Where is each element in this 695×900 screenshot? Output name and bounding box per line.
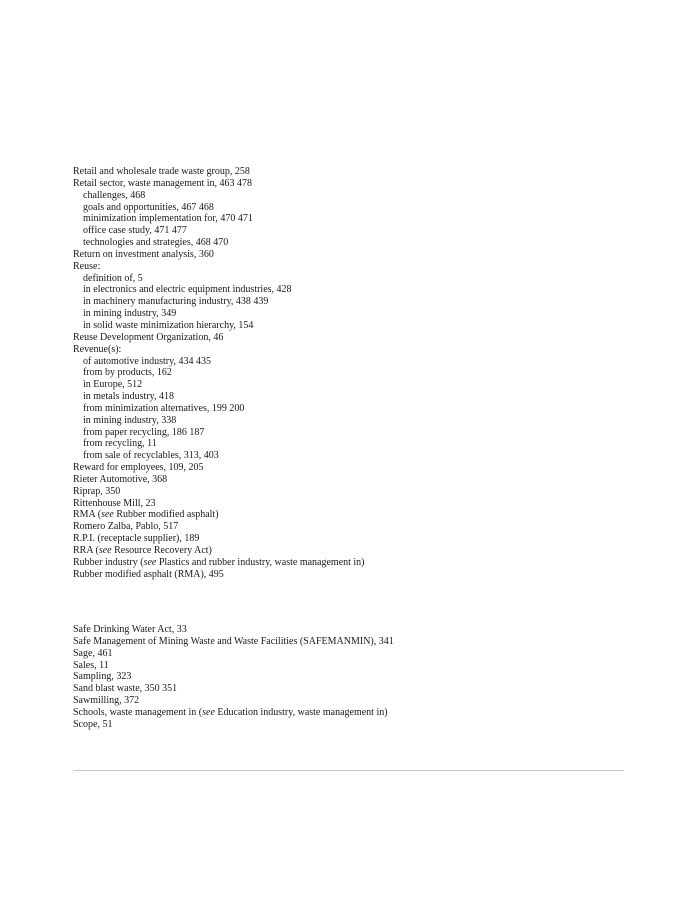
entry-text: Education industry, waste management in) [214,706,388,718]
index-entry: Reuse Development Organization, 46 [73,331,224,343]
index-subentry: from sale of recyclables, 313, 403 [83,450,219,462]
index-subentry: from minimization alternatives, 199 200 [83,402,245,414]
index-subentry: in Europe, 512 [83,379,143,391]
index-subentry: in solid waste minimization hierarchy, 154 [83,319,254,331]
index-entry [73,545,365,557]
entry-text: Resource Recovery Act) [111,545,212,556]
index-entry: Sand blast waste, 350 351 [73,683,178,695]
see-reference: see [98,545,112,556]
index-subentry: minimization implementation for, 470 471 [83,213,253,225]
index-subentry: definition of, 5 [83,272,143,284]
entry-text: Rubber industry ( [73,556,144,568]
index-section-s [73,624,394,731]
index-entry: Revenue(s): [73,343,122,355]
see-reference: see [101,509,114,521]
see-reference: see [143,556,157,568]
index-entry: R.P.I. (receptacle supplier), 189 [73,533,200,545]
index-entry: Return on investment analysis, 360 [73,248,214,260]
entry-text: Schools, waste management in ( [73,706,203,718]
index-entry [73,557,365,569]
index-entry: Scope, 51 [73,718,113,730]
index-subentry: in machinery manufacturing industry, 438 439 [83,296,269,308]
index-entry: Reuse: [73,260,101,272]
index-subentry: goals and opportunities, 467 468 [83,201,214,213]
index-subentry: in mining industry, 338 [83,414,177,426]
index-entry: Riprap, 350 [73,485,121,497]
index-entry: Retail and wholesale trade waste group, 258 [73,166,250,177]
index-entry: Sage, 461 [73,647,113,659]
index-entry: Rubber modified asphalt (RMA), 495 [73,568,224,580]
index-subentry: office case study, 471 477 [83,225,187,237]
index-subentry: in electronics and electric equipment industries, 428 [83,284,292,296]
entry-text: RMA ( [73,509,102,521]
index-subentry: in metals industry, 418 [83,391,175,403]
index-entry: Retail sector, waste management in, 463 478 [73,177,252,189]
index-entry: Sales, 11 [73,659,109,671]
index-entry [73,707,394,719]
index-subentry: challenges, 468 [83,189,146,201]
index-entry: Sawmilling, 372 [73,695,140,707]
see-reference: see [202,706,215,718]
index-subentry: technologies and strategies, 468 470 [83,237,229,249]
index-entry: Romero Zalba, Pablo, 517 [73,521,179,533]
entry-text: Rubber modified asphalt) [113,509,219,521]
entry-text: RRA ( [73,545,99,556]
index-entry: Sampling, 323 [73,671,132,683]
index-entry: Safe Drinking Water Act, 33 [73,624,187,635]
index-subentry: of automotive industry, 434 435 [83,355,211,367]
index-subentry: in mining industry, 349 [83,308,177,320]
entry-text: Plastics and rubber industry, waste management in) [156,556,365,568]
index-entry [73,509,365,521]
footer-rule [73,770,624,771]
index-subentry: from paper recycling, 186 187 [83,426,205,438]
index-entry: Rittenhouse Mill, 23 [73,497,156,509]
index-entry: Reward for employees, 109, 205 [73,462,204,474]
index-section-r [73,166,365,581]
index-subentry: from recycling, 11 [83,438,157,450]
index-entry: Safe Management of Mining Waste and Waste Facilities (SAFEMANMIN), 341 [73,635,394,647]
index-subentry: from by products, 162 [83,367,172,379]
index-entry: Rieter Automotive, 368 [73,473,168,485]
